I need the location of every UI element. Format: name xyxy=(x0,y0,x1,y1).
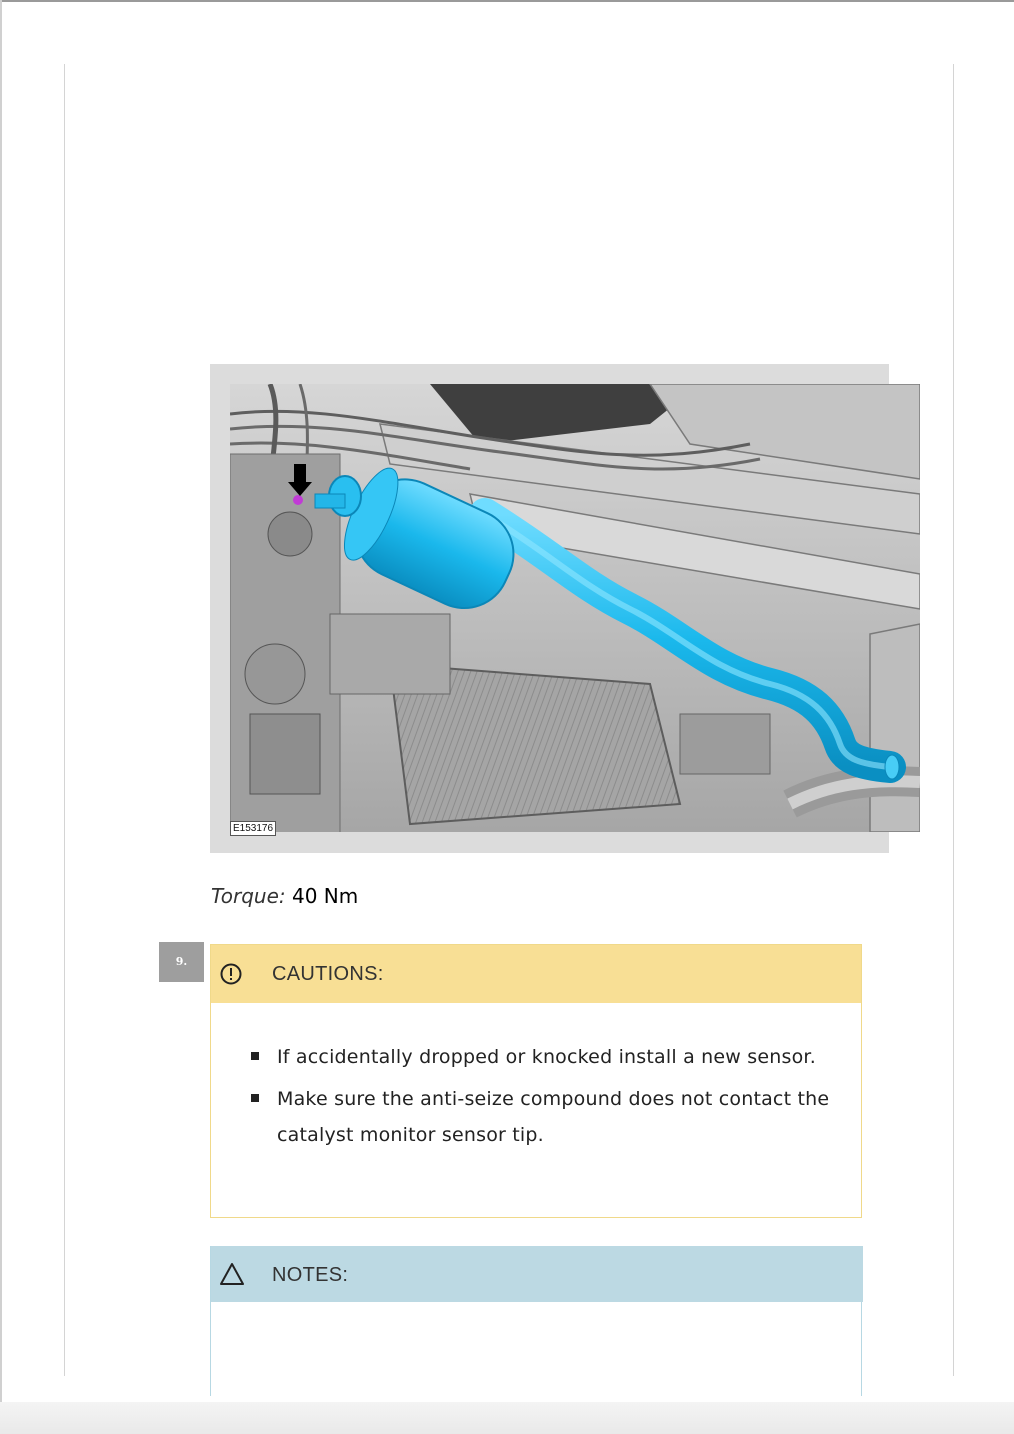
notes-header xyxy=(211,1246,863,1302)
list-item xyxy=(251,1081,841,1153)
exhaust-illustration xyxy=(230,384,920,832)
caution-text: If accidentally dropped or knocked install a new sensor. xyxy=(277,1046,816,1068)
bullet-square-icon xyxy=(251,1094,259,1102)
figure-code-label: E153176 xyxy=(230,821,276,836)
torque-spec xyxy=(211,884,358,908)
cautions-list xyxy=(251,1039,841,1159)
list-item xyxy=(251,1039,841,1075)
torque-label: Torque: xyxy=(211,884,286,908)
notes-title: NOTES: xyxy=(272,1264,349,1286)
window-left-edge xyxy=(0,0,2,1434)
page-margin-left xyxy=(64,64,65,1376)
window-top-border xyxy=(0,0,1014,2)
triangle-icon xyxy=(219,1262,245,1286)
notes-panel xyxy=(210,1246,862,1396)
torque-value: 40 Nm xyxy=(291,884,359,908)
cautions-title: CAUTIONS: xyxy=(272,963,384,985)
caution-text: Make sure the anti-seize compound does not contact the catalyst monitor sensor tip. xyxy=(277,1088,830,1146)
viewer-bottom-bar xyxy=(0,1402,1014,1434)
page-margin-right xyxy=(953,64,954,1376)
cautions-header xyxy=(211,945,861,1003)
step-number-badge: 9. xyxy=(159,942,204,982)
exclamation-circle-icon xyxy=(220,963,242,985)
figure-illustration xyxy=(230,384,920,832)
cautions-panel xyxy=(210,944,862,1218)
bullet-square-icon xyxy=(251,1052,259,1060)
